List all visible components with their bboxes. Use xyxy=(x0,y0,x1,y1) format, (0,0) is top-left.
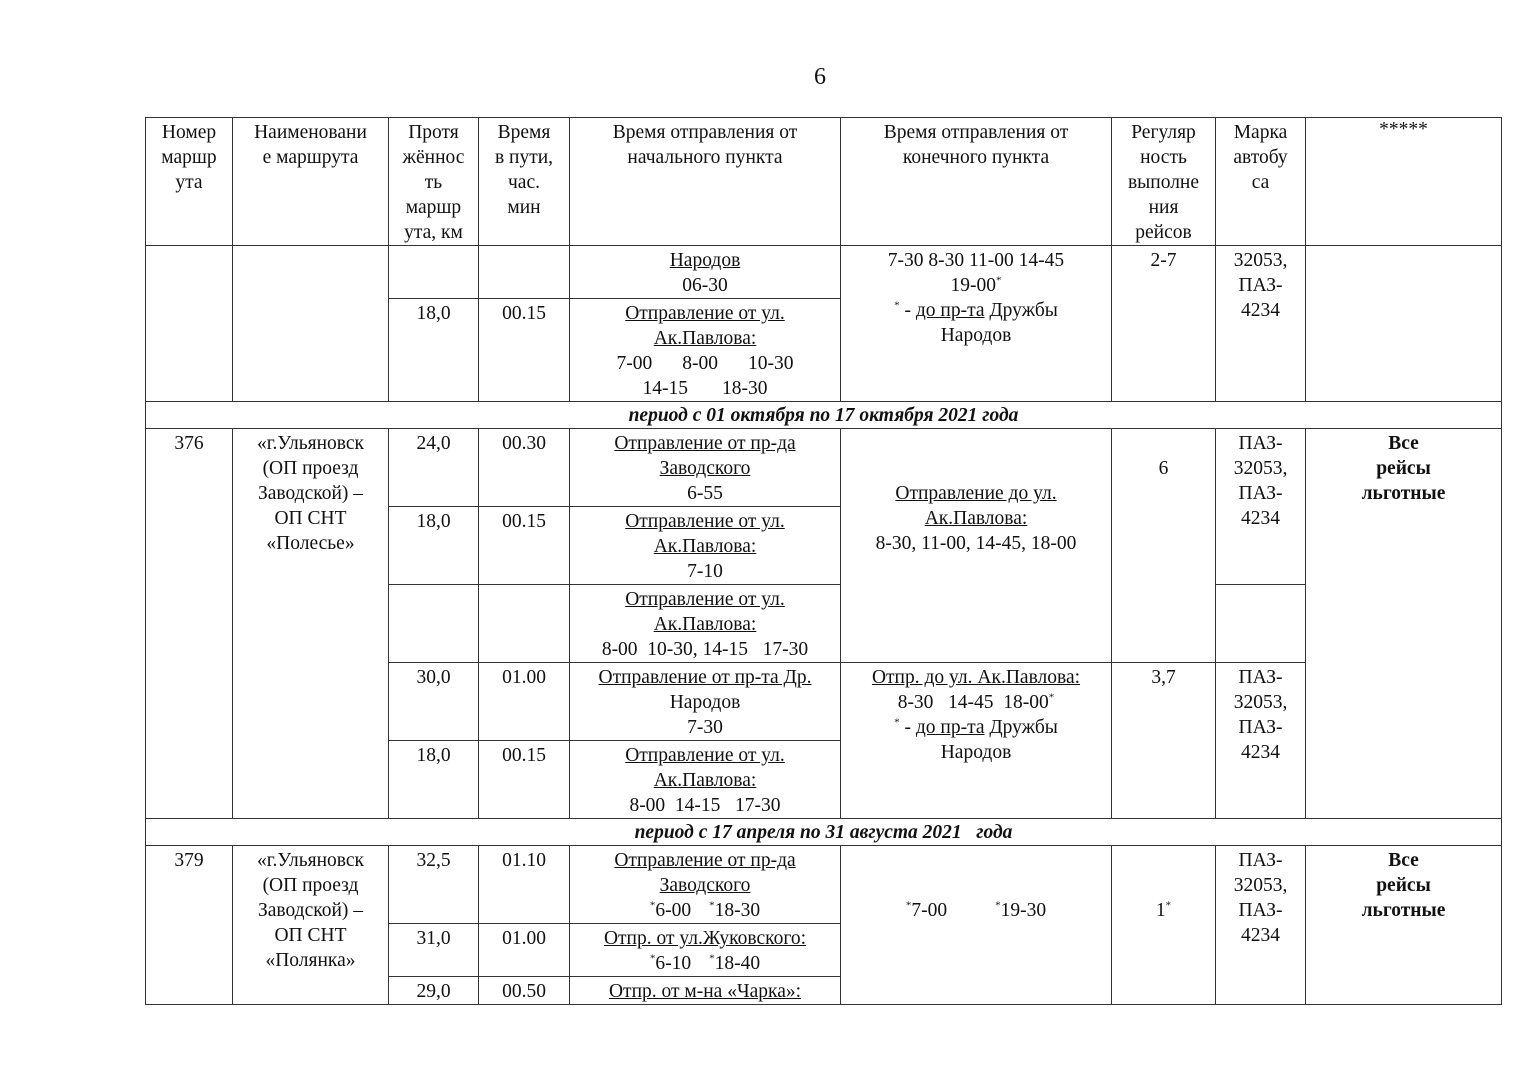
cont-dep-end: 7-30 8-30 11-00 14-45 19-00* * - до пр-та Дружбы Народов xyxy=(841,246,1112,402)
cont-bus-brand: 32053, ПАЗ- 4234 xyxy=(1216,246,1306,402)
dep-end: Отпр. до ул. Ак.Павлова: 8-30 14-45 18-00* * - до пр-та Дружбы Народов xyxy=(841,663,1112,819)
route-name: «г.Ульяновск (ОП проезд Заводской) – ОП СНТ «Полесье» xyxy=(233,429,389,819)
cont-route-name xyxy=(233,246,389,402)
route-duration: 00.15 xyxy=(479,741,570,819)
route-duration: 00.50 xyxy=(479,977,570,1005)
dep-start: Отправление от ул. Ак.Павлова: 7-10 xyxy=(570,507,841,585)
route-length: 18,0 xyxy=(389,507,479,585)
table-row xyxy=(146,429,1502,507)
dep-end: Отправление до ул. Ак.Павлова: 8-30, 11-00, 14-45, 18-00 xyxy=(841,429,1112,663)
route-length: 18,0 xyxy=(389,741,479,819)
cont-dep-start-1: Народов 06-30 xyxy=(570,246,841,299)
route-duration: 01.00 xyxy=(479,663,570,741)
dep-start: Отпр. от ул.Жуковского: *6-10 *18-40 xyxy=(570,924,841,977)
route-length: 31,0 xyxy=(389,924,479,977)
bus-brand: ПАЗ- 32053, ПАЗ- 4234 xyxy=(1216,663,1306,819)
period-row xyxy=(146,402,1502,429)
period-label: период с 17 апреля по 31 августа 2021 года xyxy=(146,819,1502,846)
cont-route-number xyxy=(146,246,233,402)
dep-start: Отправление от ул. Ак.Павлова: 8-00 14-15 17-30 xyxy=(570,741,841,819)
cont-notes xyxy=(1306,246,1502,402)
header-departure-end: Время отправления от конечного пункта xyxy=(841,118,1112,246)
schedule-table xyxy=(145,117,1502,1005)
header-departure-start: Время отправления от начального пункта xyxy=(570,118,841,246)
route-length xyxy=(389,585,479,663)
header-regularity: Регуляр ность выполне ния рейсов xyxy=(1112,118,1216,246)
dep-start: Отпр. от м-на «Чарка»: xyxy=(570,977,841,1005)
dep-start: Отправление от ул. Ак.Павлова: 8-00 10-30, 14-15 17-30 xyxy=(570,585,841,663)
cont-duration-2: 00.15 xyxy=(479,299,570,402)
route-number: 376 xyxy=(146,429,233,819)
bus-brand xyxy=(1216,585,1306,663)
route-length: 29,0 xyxy=(389,977,479,1005)
dep-start: Отправление от пр-да Заводского 6-55 xyxy=(570,429,841,507)
page-number: 6 xyxy=(814,64,826,90)
header-notes: ***** xyxy=(1306,118,1502,246)
route-number: 379 xyxy=(146,846,233,1005)
table-row xyxy=(146,846,1502,924)
table-row xyxy=(146,246,1502,299)
route-duration: 00.15 xyxy=(479,507,570,585)
route-name: «г.Ульяновск (ОП проезд Заводской) – ОП СНТ «Полянка» xyxy=(233,846,389,1005)
route-duration: 00.30 xyxy=(479,429,570,507)
route-duration: 01.10 xyxy=(479,846,570,924)
header-duration: Время в пути, час. мин xyxy=(479,118,570,246)
regularity: 1* xyxy=(1112,846,1216,1005)
regularity: 6 xyxy=(1112,429,1216,663)
dep-start: Отправление от пр-да Заводского *6-00 *18-30 xyxy=(570,846,841,924)
header-bus-brand: Марка автобу са xyxy=(1216,118,1306,246)
cont-regularity: 2-7 xyxy=(1112,246,1216,402)
cont-length-1 xyxy=(389,246,479,299)
header-length: Протя жённос ть маршр ута, км xyxy=(389,118,479,246)
cont-length-2: 18,0 xyxy=(389,299,479,402)
period-label: период с 01 октября по 17 октября 2021 года xyxy=(146,402,1502,429)
header-row xyxy=(146,118,1502,246)
period-row xyxy=(146,819,1502,846)
cont-dep-start-2: Отправление от ул. Ак.Павлова: 7-00 8-00 10-30 14-15 18-30 xyxy=(570,299,841,402)
dep-end: *7-00 *19-30 xyxy=(841,846,1112,1005)
header-route-name: Наименовани е маршрута xyxy=(233,118,389,246)
route-length: 30,0 xyxy=(389,663,479,741)
regularity: 3,7 xyxy=(1112,663,1216,819)
route-length: 24,0 xyxy=(389,429,479,507)
bus-brand: ПАЗ- 32053, ПАЗ- 4234 xyxy=(1216,846,1306,1005)
header-route-number: Номер маршр ута xyxy=(146,118,233,246)
notes: Все рейсы льготные xyxy=(1306,429,1502,819)
route-length: 32,5 xyxy=(389,846,479,924)
notes: Все рейсы льготные xyxy=(1306,846,1502,1005)
route-duration xyxy=(479,585,570,663)
cont-duration-1 xyxy=(479,246,570,299)
dep-start: Отправление от пр-та Др. Народов 7-30 xyxy=(570,663,841,741)
route-duration: 01.00 xyxy=(479,924,570,977)
bus-brand: ПАЗ- 32053, ПАЗ- 4234 xyxy=(1216,429,1306,585)
